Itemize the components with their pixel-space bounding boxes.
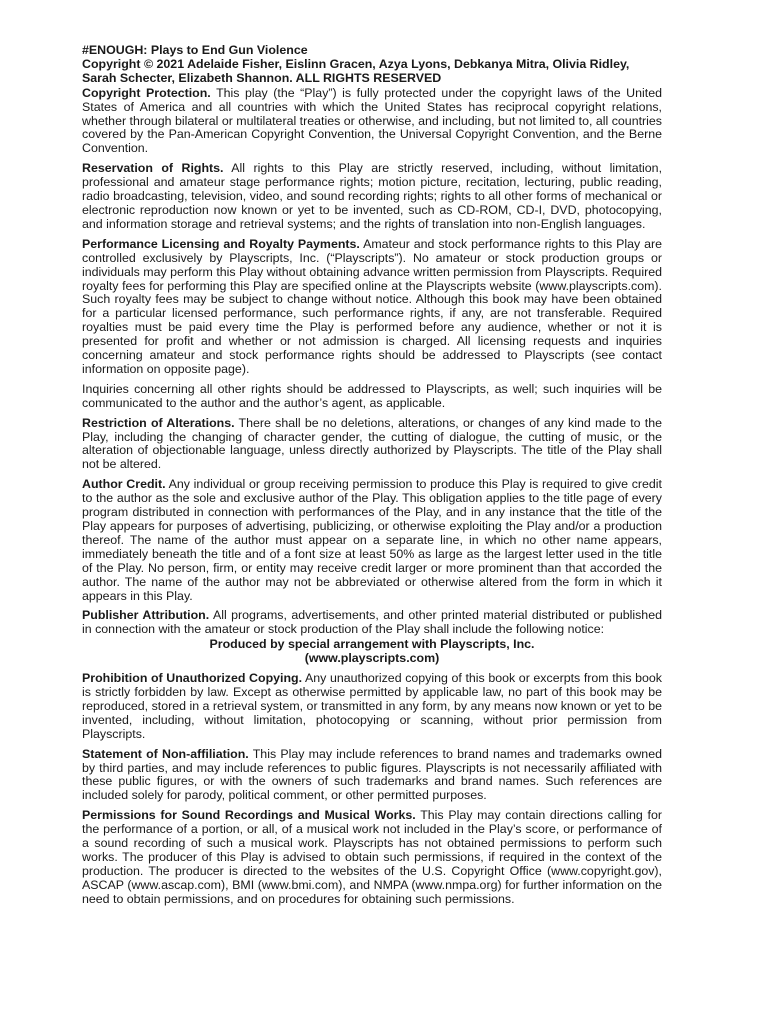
section-body: Any unauthorized copying of this book or excerpts from this book is strictly forbidden by law. Except as otherwise permitted by applicable law, no part of this book may be reproduced, stored in a retrieval system, or transmitted in any form, by any means now known or yet to be invented, including, without limitation, photocopying or scanning, without prior permission from Playscripts.: [82, 671, 662, 741]
section-other-rights-inquiries: [82, 383, 662, 411]
section-author-credit: [82, 478, 662, 603]
section-heading: Permissions for Sound Recordings and Musical Works.: [82, 808, 416, 823]
section-non-affiliation: [82, 748, 662, 804]
copyright-line: Copyright © 2021 Adelaide Fisher, Eislinn Gracen, Azya Lyons, Debkanya Mitra, Olivia Ridley,: [82, 56, 630, 71]
section-heading: Prohibition of Unauthorized Copying.: [82, 671, 303, 686]
section-body: This play (the “Play”) is fully protected under the copyright laws of the United States of America and all countries with which the United States has reciprocal copyright relations, whether through bilateral or multilateral treaties or otherwise, and including, but not limited to, all countries covered by the Pan-American Copyright Convention, the Universal Copyright Convention, and the Berne Convention.: [82, 85, 662, 156]
section-heading: Restriction of Alterations.: [82, 415, 235, 430]
section-body: All rights to this Play are strictly reserved, including, without limitation, professional and amateur stage performance rights; motion picture, recitation, lecturing, public reading, radio broadcasting, television, video, and sound recording rights; rights to all other forms of mechanical or electronic reproduction now known or yet to be invented, such as CD-ROM, CD-I, DVD, photocopying, and information storage and retrieval systems; and the rights of translation into non-English languages.: [82, 161, 663, 231]
book-title-line: #ENOUGH: Plays to End Gun Violence: [82, 43, 308, 57]
notice-url-line: (www.playscripts.com): [304, 651, 440, 666]
copyright-line-continued: Sarah Schecter, Elizabeth Shannon. ALL RIGHTS RESERVED: [82, 70, 442, 85]
section-heading: Statement of Non-affiliation.: [82, 746, 249, 761]
section-body: This Play may include references to brand names and trademarks owned by third parties, and may include references to public figures. Playscripts is not necessarily affiliated with these public figures, or with the owners of such trademarks and brand names. Such references are included solely for parody, political comment, or other permitted purposes.: [82, 746, 662, 803]
section-body: This Play may contain directions calling for the performance of a portion, or all, of a musical work not included in the Play’s score, or performance of a sound recording of such a musical work. Playscripts has not obtained permissions to perform such works. The producer of this Play is advised to obtain such permissions, if required in the context of the production. The producer is directed to the websites of the U.S. Copyright Office (www.copyright.gov), ASCAP (www.ascap.com), BMI (www.bmi.com), and NMPA (www.nmpa.org) for further information on the need to obtain permissions, and on procedures for obtaining such permissions.: [82, 808, 662, 906]
section-copyright-protection: [82, 87, 662, 157]
publisher-notice: [82, 638, 662, 666]
page-header: [82, 44, 662, 86]
section-heading: Reservation of Rights.: [82, 161, 224, 176]
section-reservation-of-rights: [82, 162, 662, 232]
section-performance-licensing: [82, 238, 662, 377]
notice-line: Produced by special arrangement with Playscripts, Inc.: [209, 637, 535, 652]
section-heading: Copyright Protection.: [82, 85, 211, 100]
section-body: There shall be no deletions, alterations, or changes of any kind made to the Play, including the changing of character gender, the cutting of dialogue, the cutting of music, or the alteration of objectionable language, unless directly authorized by Playscripts. The title of the Play shall not be altered.: [82, 415, 662, 472]
copyright-page: [82, 44, 662, 913]
section-unauthorized-copying: [82, 672, 662, 742]
section-body: Inquiries concerning all other rights should be addressed to Playscripts, as well; such inquiries will be communicated to the author and the author’s agent, as applicable.: [82, 381, 662, 410]
section-body: Amateur and stock performance rights to this Play are controlled exclusively by Playscripts, Inc. (“Playscripts”). No amateur or stock production groups or individuals may perform this Play without obtaining advance written permission from Playscripts. Required royalty fees for performing this Play are specified online at the Playscripts website (www.playscripts.com). Such royalty fees may be subject to change without notice. Although this book may have been obtained for a particular licensed performance, such performance rights, if any, are not transferable. Required royalties must be paid every time the Play is performed before any audience, whether or not it is presented for profit and whether or not admission is charged. All licensing requests and inquiries concerning amateur and stock performance rights should be addressed to Playscripts (see contact information on opposite page).: [82, 236, 662, 376]
section-heading: Publisher Attribution.: [82, 608, 210, 623]
section-restriction-of-alterations: [82, 417, 662, 473]
section-heading: Author Credit.: [82, 477, 166, 492]
section-heading: Performance Licensing and Royalty Payments.: [82, 236, 360, 251]
section-sound-recordings-permissions: [82, 809, 662, 906]
section-publisher-attribution: [82, 609, 662, 637]
section-body: Any individual or group receiving permission to produce this Play is required to give credit to the author as the sole and exclusive author of the Play. This obligation applies to the title page of every program distributed in connection with performances of the Play, and in any instance that the title of the Play appears for purposes of advertising, publicizing, or otherwise exploiting the Play and/or a production thereof. The name of the author must appear on a separate line, in which no other name appears, immediately beneath the title and of a font size at least 50% as large as the largest letter used in the title of the Play. No person, firm, or entity may receive credit larger or more prominent than that accorded the author. The name of the author may not be abbreviated or otherwise altered from the form in which it appears in this Play.: [82, 477, 662, 603]
section-body: All programs, advertisements, and other printed material distributed or published in connection with the amateur or stock production of the Play shall include the following notice:: [82, 608, 662, 637]
